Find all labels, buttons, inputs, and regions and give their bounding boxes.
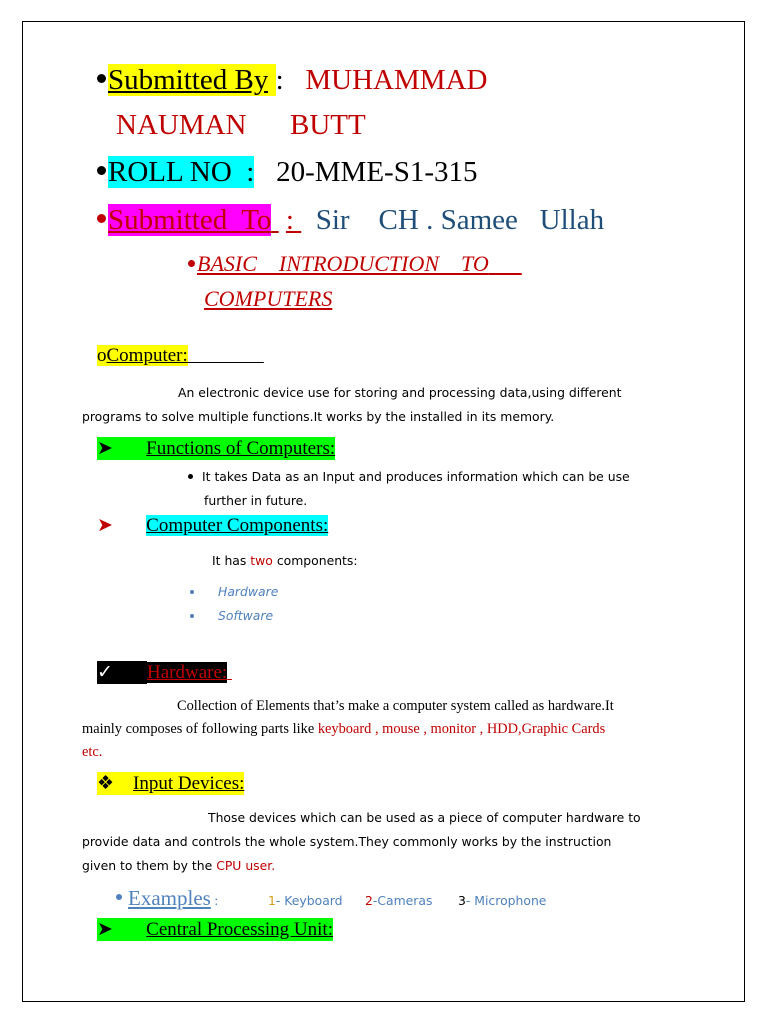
submitted-by-sep: : [275,64,284,96]
arrow-bullet-icon: ➤ [97,438,113,459]
functions-item-2: further in future. [204,493,308,508]
roll-no-label: ROLL NO [108,156,232,188]
submitted-by-label: Submitted By [108,64,269,96]
example-cameras: 2-Cameras [365,893,433,908]
components-intro: It has two components: [212,553,358,568]
subject-line-2: COMPUTERS [204,286,333,311]
submitted-to-label: Submitted To [108,204,272,236]
bullet-icon [97,214,106,223]
computer-body-1: An electronic device use for storing and processing data,using different [178,385,622,400]
bullet-icon [97,166,106,175]
components-item-software: Software [190,608,273,623]
hardware-heading-line [97,661,232,684]
roll-no-line [97,156,477,189]
bullet-icon [188,474,193,479]
hardware-body-2: mainly composes of following parts like keyboard , mouse , monitor , HDD,Graphic Cards [82,721,606,737]
roll-no-value: 20-MME-S1-315 [276,156,478,188]
functions-item-1: It takes Data as an Input and produces information which can be use [188,469,630,484]
checkmark-icon: ✓ [97,662,113,683]
hardware-heading: Hardware: [147,662,228,683]
submitted-to-value: Sir CH . Samee Ullah [315,204,605,236]
input-devices-body-3: given to them by the CPU user. [82,858,276,873]
computer-body-2: programs to solve multiple functions.It works by the installed in its memory. [82,409,555,424]
submitted-by-name-1: MUHAMMAD [305,64,488,96]
components-item-hardware: Hardware [190,584,278,599]
components-heading-line [97,514,328,537]
functions-heading-line [97,437,335,460]
diamond-bullet-icon: ❖ [97,773,115,794]
examples-label: Examples [128,886,211,910]
bullet-icon [190,590,194,594]
examples-sep: : [214,894,219,909]
input-devices-heading: Input Devices: [133,773,245,794]
arrow-bullet-icon: ➤ [97,515,113,536]
bullet-icon [97,74,106,83]
arrow-bullet-icon: ➤ [97,919,113,940]
cpu-heading-line [97,918,333,941]
input-devices-body-1: Those devices which can be used as a piece of computer hardware to [208,810,641,825]
cpu-heading: Central Processing Unit: [146,919,333,940]
example-keyboard: 1- Keyboard [268,893,343,908]
hardware-body-3: etc. [82,744,103,760]
components-heading: Computer Components: [146,515,329,536]
functions-heading: Functions of Computers: [146,438,336,459]
computer-heading-line [97,345,264,367]
hardware-body-1: Collection of Elements that’s make a computer system called as hardware.It [177,698,614,714]
input-devices-heading-line [97,772,244,795]
input-devices-body-2: provide data and controls the whole system.They commonly works by the instruction [82,834,612,849]
bullet-icon [116,894,122,900]
submitted-to-sep: : [285,204,294,236]
bullet-icon [190,614,194,618]
submitted-by-line [97,64,487,97]
bullet-icon [188,260,195,267]
circle-bullet-icon: o [97,345,107,366]
example-microphone: 3- Microphone [458,893,547,908]
examples-line [116,886,218,911]
submitted-by-name-2: NAUMAN BUTT [116,109,366,141]
computer-heading: Computer: [106,345,188,366]
roll-no-sep: : [246,156,255,188]
submitted-to-line [97,204,604,237]
subject-line-1: BASIC INTRODUCTION TO [188,251,522,277]
